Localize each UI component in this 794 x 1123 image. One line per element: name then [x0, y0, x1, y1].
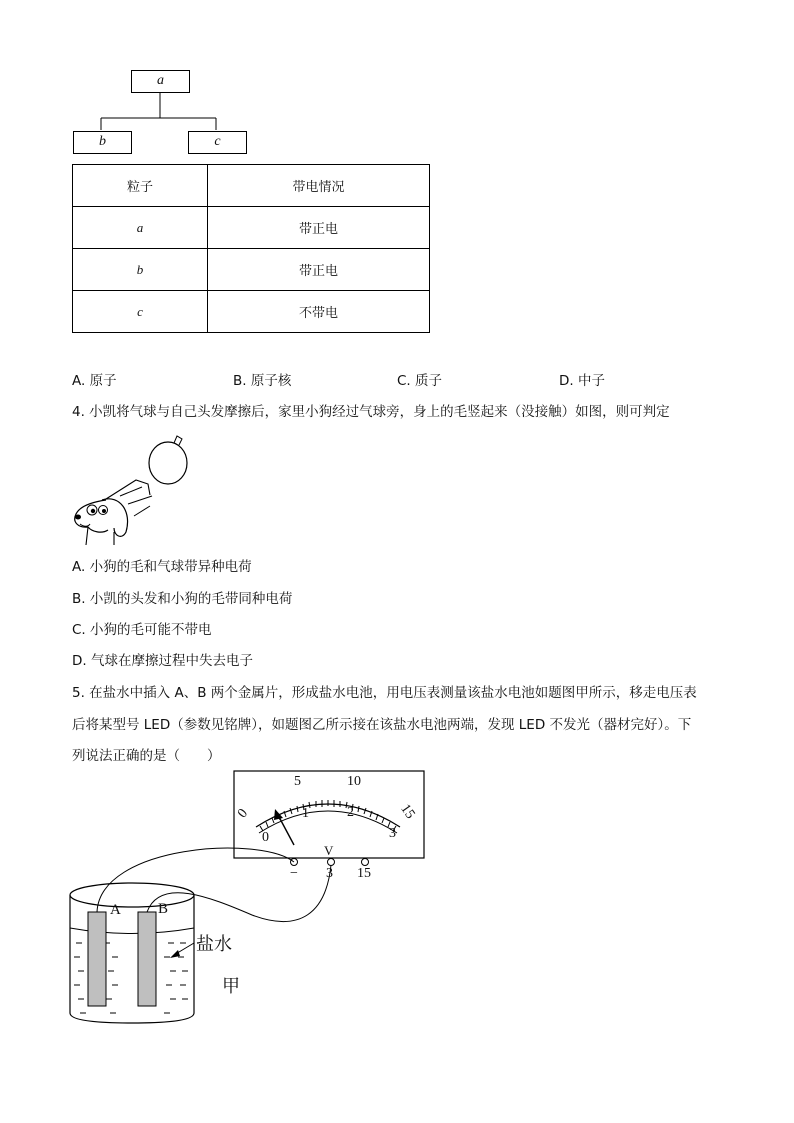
scale-top-label: 15: [397, 801, 418, 822]
q4-stem: 4. 小凯将气球与自己头发摩擦后，家里小狗经过气球旁，身上的毛竖起来（没接触）如图，则可判定: [72, 404, 670, 420]
table-header-row: [73, 165, 430, 207]
scale-bottom-label: 2: [347, 805, 354, 820]
q4-option-d[interactable]: D. 气球在摩擦过程中失去电子: [72, 653, 253, 669]
electrode-a-label: A: [110, 902, 121, 918]
table-cell: c: [73, 291, 208, 333]
table-cell: 带正电: [208, 207, 430, 249]
option-letter: C.: [397, 373, 411, 389]
scale-bottom-label: 1: [302, 806, 309, 821]
table-row: [73, 249, 430, 291]
scale-bottom-label: 0: [262, 830, 269, 845]
tree-node-a: a: [131, 70, 190, 93]
q5-stem-line-3: 列说法正确的是（ ）: [72, 748, 221, 764]
table-cell: 带正电: [208, 249, 430, 291]
table-header-cell: 带电情况: [208, 165, 430, 207]
q5-stem-line-1: 5. 在盐水中插入 A、B 两个金属片，形成盐水电池，用电压表测量该盐水电池如题图甲所示，移走电压表: [72, 685, 697, 701]
table-cell: a: [73, 207, 208, 249]
electrode-b-label: B: [158, 901, 169, 917]
terminal-label-15: 15: [357, 866, 371, 881]
q3-option-b[interactable]: [233, 371, 291, 391]
table-row: [73, 291, 430, 333]
scale-top-label: 5: [294, 774, 301, 789]
option-letter: D.: [559, 373, 574, 389]
q3-option-c[interactable]: [397, 371, 442, 391]
terminal-label-3: 3: [326, 866, 333, 881]
table-cell: b: [73, 249, 208, 291]
option-text: 中子: [577, 373, 605, 389]
voltmeter-circuit-drawing: [60, 765, 440, 1030]
q4-option-b[interactable]: B. 小凯的头发和小狗的毛带同种电荷: [72, 591, 293, 607]
figure-label: 甲: [222, 976, 240, 997]
q5-stem-line-2: 后将某型号 LED（参数见铭牌），如题图乙所示接在该盐水电池两端，发现 LED 不发光（器材完好）。下: [72, 717, 692, 733]
dog-balloon-illustration: [70, 432, 190, 547]
scale-top-label: 10: [347, 774, 361, 789]
table-header-cell: 粒子: [73, 165, 208, 207]
q3-option-d[interactable]: [559, 371, 605, 391]
scale-bottom-label: 3: [389, 826, 396, 841]
particle-charge-table: [72, 164, 430, 333]
tree-node-c: c: [188, 131, 247, 154]
table-cell: 不带电: [208, 291, 430, 333]
tree-node-b: b: [73, 131, 132, 154]
q4-option-c[interactable]: C. 小狗的毛可能不带电: [72, 622, 212, 638]
option-letter: B.: [233, 373, 247, 389]
q3-option-a[interactable]: [72, 371, 117, 391]
voltmeter-symbol: V: [324, 843, 334, 858]
terminal-label-negative: −: [290, 866, 298, 881]
scale-top-label: 0: [235, 806, 252, 822]
option-text: 质子: [415, 373, 443, 389]
option-text: 原子: [89, 373, 117, 389]
q4-option-a[interactable]: A. 小狗的毛和气球带异种电荷: [72, 559, 252, 575]
option-text: 原子核: [250, 373, 292, 389]
saltwater-label: 盐水: [196, 934, 232, 955]
table-row: [73, 207, 430, 249]
option-letter: A.: [72, 373, 86, 389]
